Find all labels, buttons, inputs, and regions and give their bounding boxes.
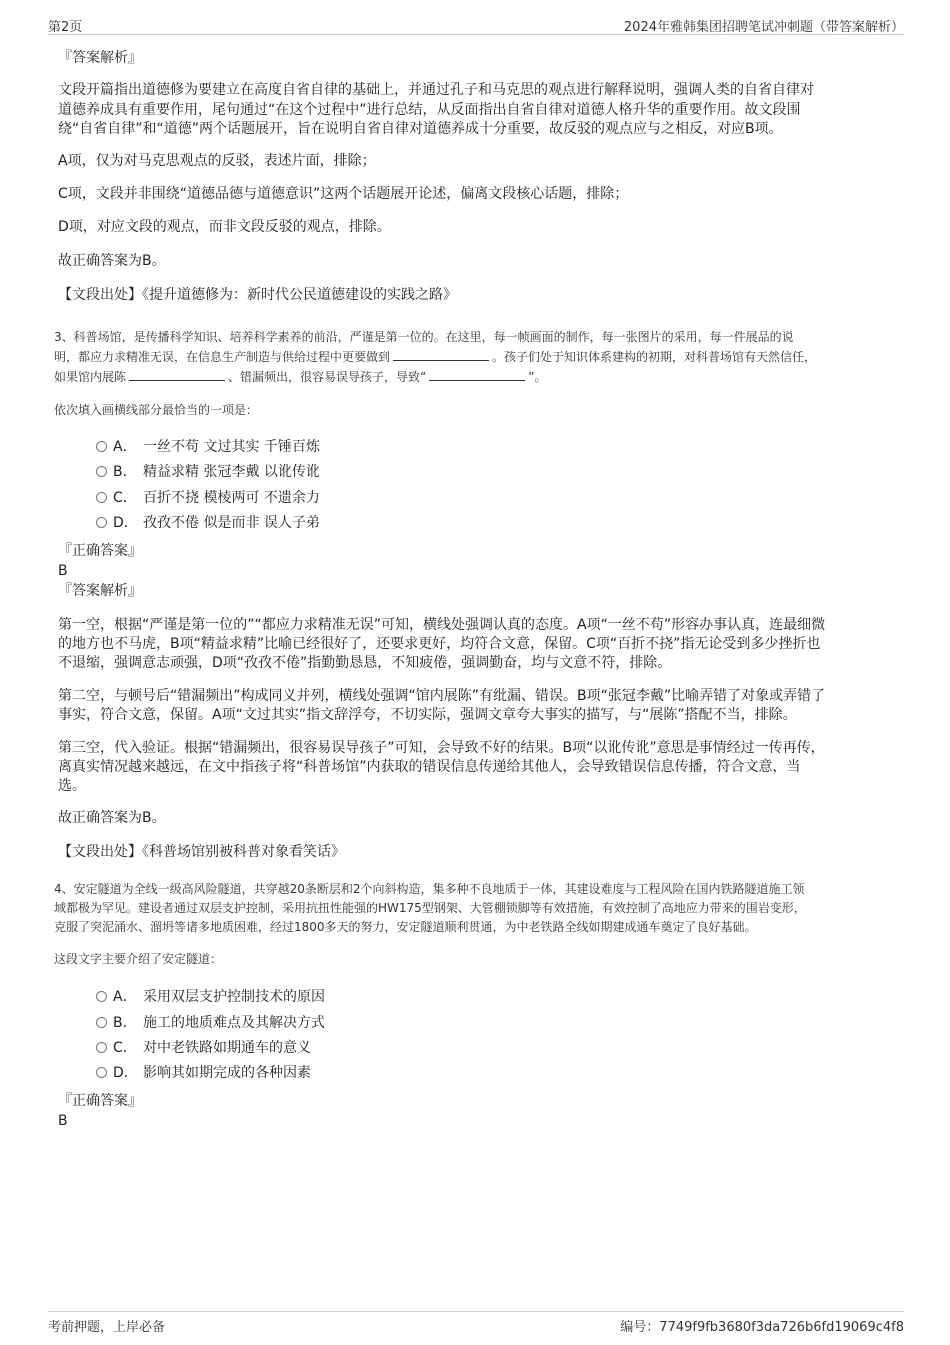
q3-stem-text: 如果馆内展陈 — [54, 370, 127, 384]
q3-analysis-line: 选。 — [58, 778, 86, 794]
q3-analysis-line: 的地方也不马虎，B项“精益求精”比喻已经很好了，还要求更好，均符合文意，保留。C项“百折不挠”指无论受到多少挫折也 — [58, 636, 821, 652]
option-key: D． — [113, 1065, 138, 1081]
q2-analysis-line: 道德养成具有重要作用，尾句通过“在这个过程中”进行总结，从反面指出自省自律对道德人格升华的重要作用。故文段围 — [58, 102, 801, 118]
q3-correct-label: 『正确答案』 — [58, 543, 142, 559]
q3-correct-answer: B — [58, 563, 68, 579]
q3-stem-line — [54, 367, 546, 388]
q3-option-d[interactable] — [96, 514, 320, 532]
radio-icon[interactable] — [96, 991, 107, 1002]
q4-option-a[interactable] — [96, 988, 325, 1006]
page-header — [48, 14, 904, 35]
q2-source: 【文段出处】《提升道德修为：新时代公民道德建设的实践之路》 — [58, 287, 457, 303]
q4-option-c[interactable] — [96, 1039, 311, 1057]
q2-option-d-note: D项，对应文段的观点，而非文段反驳的观点，排除。 — [58, 219, 391, 235]
q4-stem-line: 域都极为罕见。建设者通过双层支护控制，采用抗扭性能强的HW175型钢架、大管棚锁脚等有效措施，有效控制了高地应力带来的围岩变形， — [54, 901, 806, 915]
option-key: C． — [113, 1040, 137, 1056]
q3-analysis-label: 『答案解析』 — [58, 583, 142, 599]
radio-icon[interactable] — [96, 1017, 107, 1028]
option-text: 精益求精 张冠李戴 以讹传讹 — [143, 464, 320, 480]
q3-analysis-line: 第三空，代入验证。根据“错漏频出，很容易误导孩子”可知，会导致不好的结果。B项“以讹传讹”意思是事情经过一传再传， — [58, 740, 825, 756]
q3-analysis-line: 事实，符合文意，保留。A项“文过其实”指文辞浮夸，不切实际，强调文章夸大事实的描写，与“展陈”搭配不当，排除。 — [58, 707, 797, 723]
q4-stem-line: 克服了突泥涌水、溜坍等诸多地质困难，经过1800多天的努力，安定隧道顺利贯通，为中老铁路全线如期建成通车奠定了良好基础。 — [54, 920, 757, 934]
q3-stem-line: 3、科普场馆，是传播科学知识、培养科学素养的前沿，严谨是第一位的。在这里，每一帧画面的制作，每一张图片的采用，每一件展品的说 — [54, 330, 794, 344]
radio-icon[interactable] — [96, 517, 107, 528]
q3-option-c[interactable] — [96, 489, 320, 507]
page-number: 第2页 — [48, 20, 83, 35]
fill-blank-1 — [393, 348, 489, 361]
q3-stem-text: 明，都应力求精准无误，在信息生产制造与供给过程中更要做到 — [54, 350, 391, 364]
fill-blank-3 — [429, 368, 525, 381]
option-key: A． — [113, 989, 137, 1005]
option-text: 对中老铁路如期通车的意义 — [143, 1040, 311, 1056]
q3-answer: 故正确答案为B。 — [58, 810, 166, 826]
option-text: 影响其如期完成的各种因素 — [143, 1065, 311, 1081]
q4-correct-answer: B — [58, 1113, 68, 1129]
q3-analysis-line: 不退缩，强调意志顽强，D项“孜孜不倦”指勤勤恳恳，不知疲倦，强调勤奋，均与文意不符，排除。 — [58, 655, 672, 671]
q3-analysis-line: 离真实情况越来越远，在文中指孩子将“科普场馆”内获取的错误信息传递给其他人，会导致错误信息传播，符合文意，当 — [58, 759, 801, 775]
q2-answer: 故正确答案为B。 — [58, 253, 166, 269]
q2-analysis-line: 绕“自省自律”和“道德”两个话题展开，旨在说明自省自律对道德养成十分重要，故反驳的观点应与之相反，对应B项。 — [58, 121, 783, 137]
page-footer — [48, 1311, 904, 1334]
option-text: 一丝不苟 文过其实 千锤百炼 — [143, 439, 320, 455]
q3-stem-text: ”。 — [528, 370, 547, 384]
option-key: B． — [113, 1015, 137, 1031]
q3-stem-text: 。孩子们处于知识体系建构的初期，对科普场馆有天然信任， — [492, 350, 817, 364]
option-text: 百折不挠 模棱两可 不遗余力 — [143, 490, 320, 506]
q3-stem-text: 、错漏频出，很容易误导孩子，导致“ — [228, 370, 427, 384]
q3-prompt: 依次填入画横线部分最恰当的一项是： — [54, 403, 259, 417]
q4-option-d[interactable] — [96, 1064, 311, 1082]
q3-option-a[interactable] — [96, 438, 320, 456]
option-key: A． — [113, 439, 137, 455]
option-text: 施工的地质难点及其解决方式 — [143, 1015, 325, 1031]
q3-analysis-line: 第二空，与顿号后“错漏频出”构成同义并列，横线处强调“馆内展陈”有纰漏、错误。B项“张冠李戴”比喻弄错了对象或弄错了 — [58, 688, 826, 704]
q4-correct-label: 『正确答案』 — [58, 1093, 142, 1109]
option-text: 采用双层支护控制技术的原因 — [143, 989, 325, 1005]
radio-icon[interactable] — [96, 492, 107, 503]
radio-icon[interactable] — [96, 441, 107, 452]
q4-option-b[interactable] — [96, 1014, 325, 1032]
q3-source: 【文段出处】《科普场馆别被科普对象看笑话》 — [58, 844, 345, 860]
q2-option-a-note: A项，仅为对马克思观点的反驳，表述片面，排除； — [58, 153, 376, 169]
document-title: 2024年雅韩集团招聘笔试冲刺题（带答案解析） — [623, 20, 904, 35]
q3-option-b[interactable] — [96, 463, 320, 481]
q3-stem-line — [54, 347, 816, 368]
option-key: C． — [113, 490, 137, 506]
radio-icon[interactable] — [96, 466, 107, 477]
q2-analysis-label: 『答案解析』 — [58, 50, 142, 66]
fill-blank-2 — [129, 368, 225, 381]
option-key: D． — [113, 515, 138, 531]
radio-icon[interactable] — [96, 1042, 107, 1053]
q4-prompt: 这段文字主要介绍了安定隧道： — [54, 952, 223, 966]
q4-stem-line: 4、安定隧道为全线一级高风险隧道，共穿越20条断层和2个向斜构造，集多种不良地质于一体，其建设难度与工程风险在国内铁路隧道施工领 — [54, 882, 805, 896]
q3-analysis-line: 第一空，根据“严谨是第一位的”“都应力求精准无误”可知，横线处强调认真的态度。A项“一丝不苟”形容办事认真，连最细微 — [58, 617, 826, 633]
q2-analysis-line: 文段开篇指出道德修为要建立在高度自省自律的基础上，并通过孔子和马克思的观点进行解释说明，强调人类的自省自律对 — [58, 82, 814, 98]
document-code: 编号：7749f9fb3680f3da726b6fd19069c4f8 — [620, 1320, 904, 1335]
q2-option-c-note: C项，文段并非围绕“道德品德与道德意识”这两个话题展开论述，偏离文段核心话题，排除； — [58, 186, 629, 202]
footer-slogan: 考前押题，上岸必备 — [48, 1320, 166, 1335]
radio-icon[interactable] — [96, 1067, 107, 1078]
option-text: 孜孜不倦 似是而非 误人子弟 — [143, 515, 320, 531]
option-key: B． — [113, 464, 137, 480]
